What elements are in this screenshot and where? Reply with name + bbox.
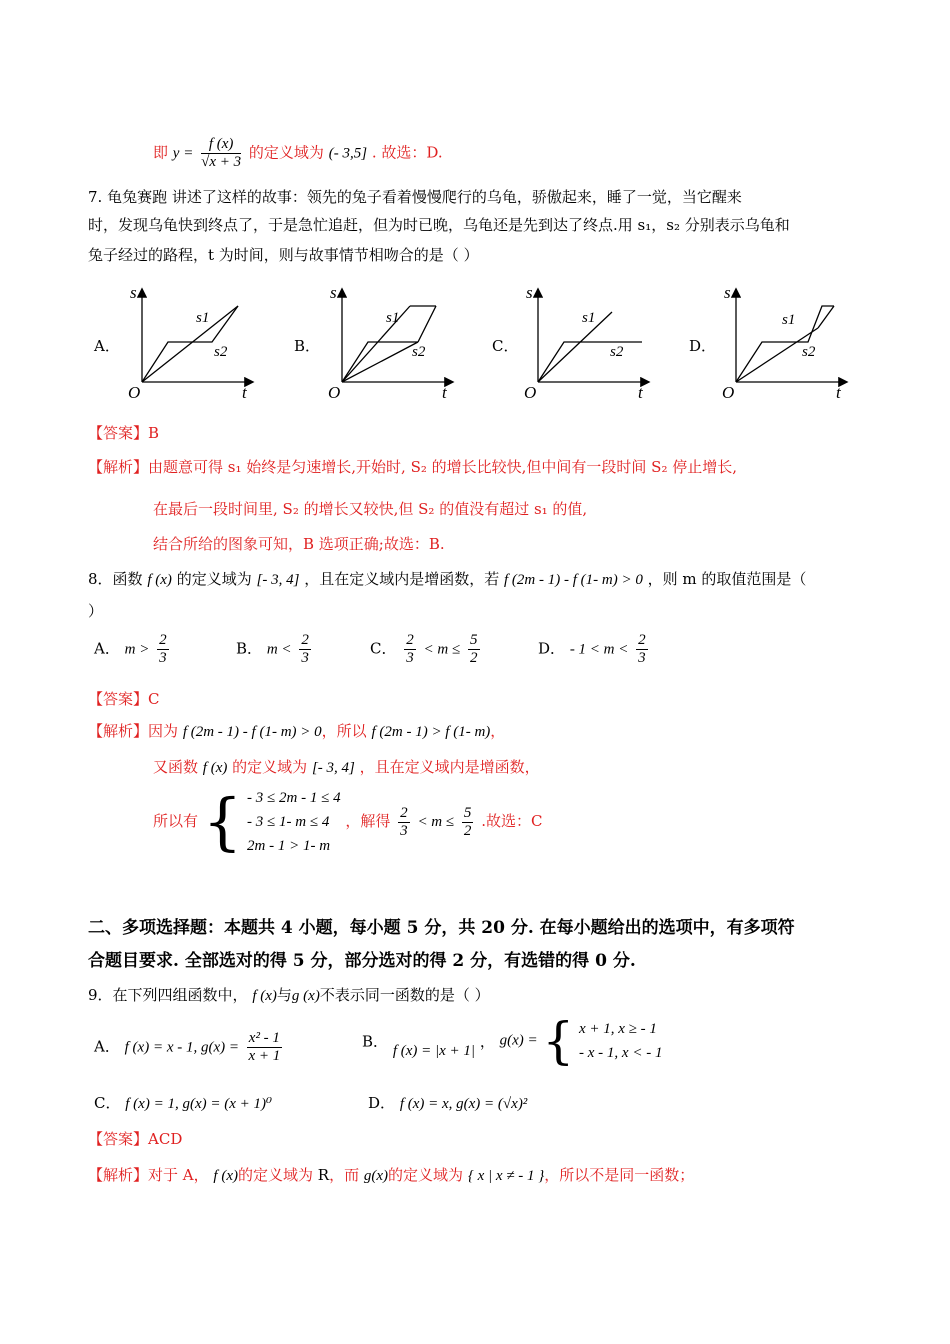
q9-answer: [88, 1128, 182, 1149]
q9-g: g (x): [291, 988, 320, 1004]
a1e: ，: [490, 722, 506, 740]
t-axis-label: t: [836, 383, 841, 402]
option-label: B．: [236, 639, 263, 658]
a2a: 又函数: [153, 758, 199, 776]
s2-label: s2: [412, 344, 426, 360]
option-mid: < m ≤: [423, 641, 461, 658]
q6-num: f (x): [201, 136, 241, 154]
q8-answer: [88, 688, 160, 709]
q8-option-b: [236, 632, 314, 667]
q9-stem-c: 不表示同一函数的是（ ）: [319, 986, 490, 1004]
q7-answer: [88, 422, 159, 443]
s1-line-a: [342, 342, 418, 382]
option-fraction: [157, 632, 169, 667]
a1c: ，所以: [321, 722, 367, 740]
a1b: f (2m - 1) - f (1- m) > 0: [182, 724, 322, 740]
a3a: 所以有: [153, 812, 199, 830]
analysis-text: 由题意可得 s₁ 始终是匀速增长,开始时, S₂ 的增长比较快,但中间有一段时间 S₂ 停止增长,: [148, 458, 737, 476]
analysis-tag: 【解析】: [88, 458, 149, 476]
option-expr: f (x) = 1, g(x) = (x + 1)⁰: [125, 1096, 273, 1112]
origin-label: O: [524, 383, 537, 402]
q8-domain: [- 3, 4]: [256, 572, 300, 588]
an-c: 的定义域为: [237, 1166, 313, 1184]
q8-inequality: f (2m - 1) - f (1- m) > 0: [503, 572, 643, 588]
q7-line1: 7. 龟兔赛跑 讲述了这样的故事：领先的兔子看着慢慢爬行的乌龟，骄傲起来，睡了一觉，当它醒来: [88, 188, 742, 206]
q6-suffix: . 故选：D.: [371, 143, 443, 162]
num: 2: [638, 632, 646, 648]
q9-stem-b: 与: [276, 986, 292, 1004]
a3c: .故选：C: [481, 812, 543, 830]
system-row: - 3 ≤ 2m - 1 ≤ 4: [247, 790, 341, 806]
q7-option-c-label: C．: [492, 337, 519, 355]
s2-label: s2: [802, 344, 816, 360]
s-axis-label: s: [526, 283, 533, 302]
den: 3: [301, 650, 309, 666]
q6-conclusion: [153, 136, 443, 171]
option-label: B．: [362, 1032, 389, 1051]
den: 3: [406, 650, 414, 666]
an-a: 对于 A，: [148, 1166, 209, 1184]
q9-option-a: [94, 1030, 285, 1065]
q6-fraction: [201, 136, 241, 171]
option-fraction: [247, 1030, 282, 1065]
system-brace: {: [202, 785, 243, 858]
q8-option-c: [370, 632, 483, 667]
an-f: g(x): [363, 1168, 389, 1184]
a2c: 的定义域为: [232, 758, 308, 776]
den: 2: [470, 650, 478, 666]
system-row: - 3 ≤ 1- m ≤ 4: [247, 814, 330, 830]
option-comma: ，: [479, 1032, 495, 1051]
piecewise-cases: [579, 1017, 662, 1065]
s-axis-label: s: [330, 283, 337, 302]
option-fraction-2: [468, 632, 480, 667]
den: 3: [159, 650, 167, 666]
q8-stem-a: 8．函数: [88, 570, 143, 588]
answer-tag: 【答案】: [88, 690, 149, 708]
t-axis-label: t: [242, 383, 247, 402]
an-b: f (x): [213, 1168, 238, 1184]
q8-stem-d: ，则 m 的取值范围是（: [647, 570, 807, 588]
q9-stem: [88, 984, 490, 1005]
option-label: A．: [94, 1037, 120, 1056]
q9-stem-a: 9．在下列四组函数中，: [88, 986, 248, 1004]
system-row: 2m - 1 > 1- m: [247, 838, 331, 854]
s1-label: s1: [782, 312, 796, 328]
q9-analysis-line1: [88, 1164, 694, 1185]
s1-label: s1: [582, 310, 596, 326]
option-pre: - 1 < m <: [569, 641, 629, 658]
option-label: A．: [94, 639, 120, 658]
q8-stem-b: 的定义域为: [176, 570, 252, 588]
solution-fraction-2: [462, 805, 474, 840]
origin-label: O: [722, 383, 735, 402]
q8-analysis-line3: [153, 786, 542, 858]
num: 2: [159, 632, 167, 648]
a2b: f (x): [202, 760, 228, 776]
t-axis-label: t: [638, 383, 643, 402]
q7-analysis-line1: [88, 456, 737, 477]
option-label: C．: [370, 639, 397, 658]
option-expr: f (x) = x - 1, g(x) =: [124, 1039, 239, 1056]
den: x + 1: [248, 1048, 281, 1064]
analysis-tag: 【解析】: [88, 722, 149, 740]
q7-line3: 兔子经过的路程，t 为时间，则与故事情节相吻合的是（ ）: [88, 246, 479, 264]
s1-line: [538, 312, 612, 382]
t-axis-label: t: [442, 383, 447, 402]
q6-prefix: 即: [153, 143, 169, 162]
analysis-tag: 【解析】: [88, 1166, 149, 1184]
section2-heading-line2: 合题目要求. 全部选对的得 5 分，部分选对的得 2 分，有选错的得 0 分.: [88, 951, 636, 971]
solution-mid: < m ≤: [417, 814, 455, 830]
num: 2: [406, 632, 414, 648]
s1-line-b: [418, 306, 436, 342]
s-axis-label: s: [724, 283, 731, 302]
piecewise-brace: {: [542, 1012, 575, 1070]
q8-option-d: [538, 632, 651, 667]
s2-label: s2: [214, 344, 228, 360]
option-label: C．: [94, 1094, 121, 1112]
option-g: g(x) =: [499, 1032, 538, 1049]
q9-f: f (x): [252, 988, 277, 1004]
solution-fraction: [398, 805, 410, 840]
answer-value: C: [148, 690, 160, 708]
num: 2: [400, 804, 408, 821]
answer-value: ACD: [148, 1130, 183, 1148]
q7-graph-c: [516, 284, 656, 404]
origin-label: O: [328, 383, 341, 402]
num: 5: [463, 804, 472, 821]
option-pre: m <: [266, 641, 292, 658]
q7-option-a-label: A．: [94, 337, 120, 355]
den: 3: [638, 650, 646, 666]
an-g: 的定义域为: [388, 1166, 464, 1184]
q6-interval: (- 3,5]: [328, 145, 368, 162]
q7-analysis-line2: 在最后一段时间里, S₂ 的增长又较快,但 S₂ 的值没有超过 s₁ 的值,: [153, 500, 588, 518]
num: x² - 1: [248, 1030, 280, 1046]
q9-option-b: [362, 1012, 663, 1070]
answer-tag: 【答案】: [88, 424, 149, 442]
num: 2: [301, 632, 309, 648]
q8-analysis-line2: [153, 756, 540, 777]
a1a: 因为: [148, 722, 179, 740]
an-e: ，而: [329, 1166, 360, 1184]
inequality-system: [247, 786, 341, 858]
option-label: D．: [368, 1094, 396, 1112]
case-row: x + 1, x ≥ - 1: [579, 1021, 657, 1037]
option-label: D．: [538, 639, 566, 658]
q8-analysis-line1: [88, 720, 505, 741]
s1-label: s1: [386, 310, 400, 326]
an-h: { x | x ≠ - 1 }: [467, 1168, 545, 1184]
answer-value: B: [148, 424, 160, 442]
option-expr: f (x) = x, g(x) = (√x)²: [399, 1096, 528, 1112]
q6-y-eq: y =: [172, 145, 194, 162]
s-axis-label: s: [130, 283, 137, 302]
q7-line2: 时，发现乌龟快到终点了，于是急忙追赶，但为时已晚，乌龟还是先到达了终点.用 s₁，s₂ 分别表示乌龟和: [88, 216, 790, 234]
q8-fx: f (x): [147, 572, 172, 588]
q8-stem: [88, 568, 806, 589]
an-d: R: [317, 1166, 330, 1184]
num: 5: [470, 632, 478, 648]
s1-label: s1: [196, 310, 210, 326]
s2-label: s2: [610, 344, 624, 360]
den: 3: [400, 822, 408, 839]
q7-graph-d: [714, 284, 854, 404]
option-fraction: [299, 632, 311, 667]
origin-label: O: [128, 383, 141, 402]
q9-option-c: [94, 1092, 272, 1113]
option-f: f (x) = |x + 1|: [392, 1042, 476, 1059]
q7-analysis-line3: 结合所给的图象可知，B 选项正确;故选：B.: [153, 535, 445, 553]
a1d: f (2m - 1) > f (1- m): [371, 724, 491, 740]
a2e: ，且在定义域内是增函数，: [359, 758, 540, 776]
q6-text: 的定义域为: [248, 143, 324, 162]
a2d: [- 3, 4]: [311, 760, 355, 776]
answer-tag: 【答案】: [88, 1130, 149, 1148]
s2-line: [538, 342, 642, 382]
option-pre: m >: [124, 641, 150, 658]
q8-stem-c: ，且在定义域内是增函数，若: [304, 570, 500, 588]
an-i: ，所以不是同一函数；: [544, 1166, 695, 1184]
q6-den: √x + 3: [201, 154, 242, 170]
case-row: - x - 1, x < - 1: [579, 1045, 663, 1061]
q9-option-d: [368, 1092, 527, 1113]
option-fraction: [636, 632, 648, 667]
s1-diag: [342, 306, 410, 382]
q7-option-d-label: D．: [689, 337, 717, 355]
q8-stem-close: ）: [88, 602, 104, 620]
q7-graph-a: [120, 284, 260, 404]
q7-option-b-label: B．: [294, 337, 321, 355]
option-fraction: [404, 632, 416, 667]
a3b: ，解得: [345, 812, 391, 830]
q7-graph-b: [320, 284, 460, 404]
q8-option-a: [94, 632, 172, 667]
den: 2: [463, 822, 472, 839]
section2-heading-line1: 二、多项选择题：本题共 4 小题，每小题 5 分，共 20 分. 在每小题给出的选项中，有多项符: [88, 918, 795, 938]
